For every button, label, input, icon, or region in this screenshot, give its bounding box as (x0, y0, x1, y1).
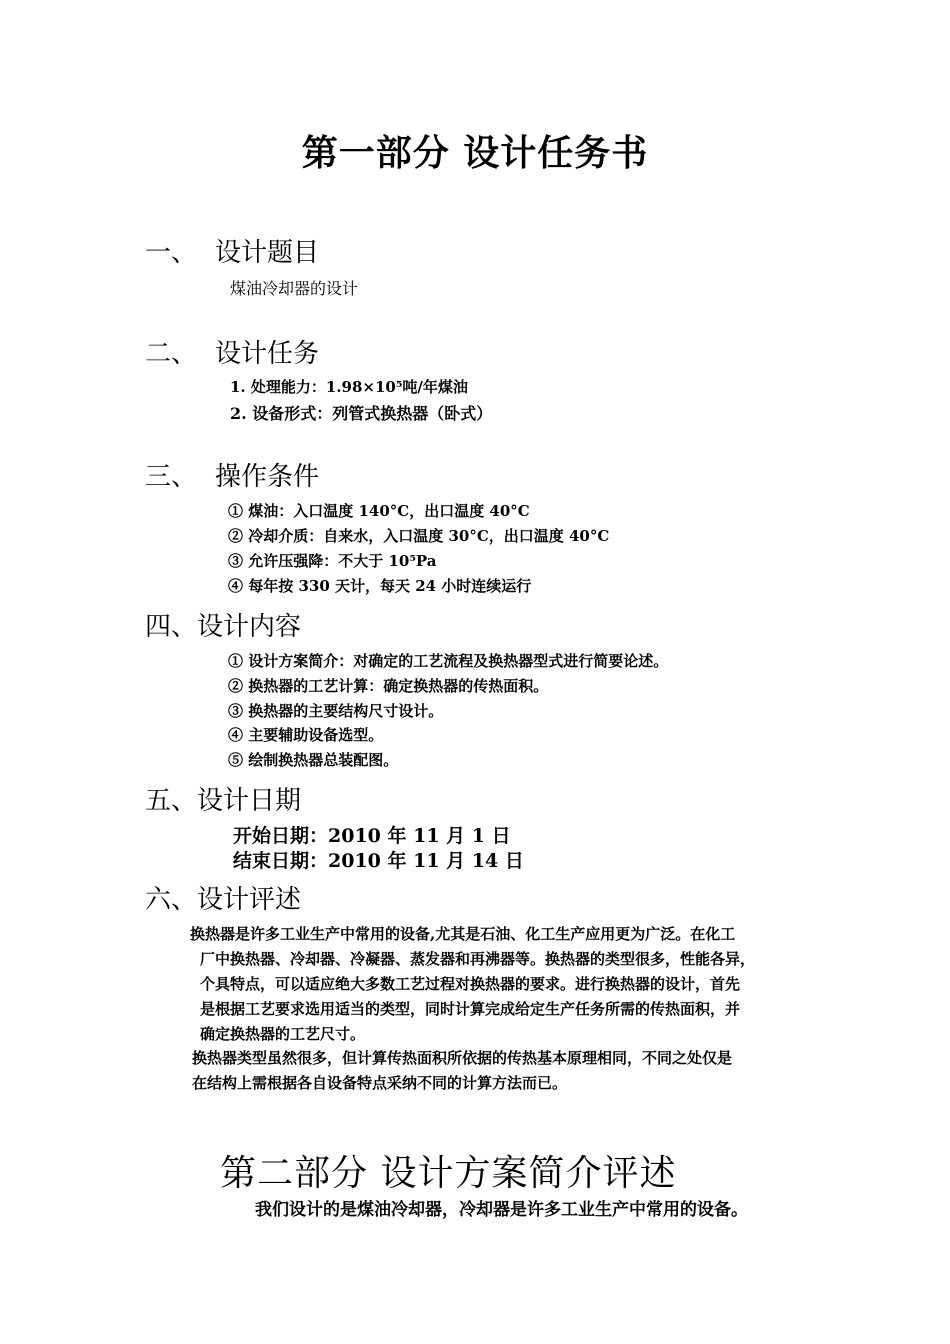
section4-heading: 四、设计内容 (145, 612, 302, 642)
section2-title: 设计任务 (215, 339, 320, 369)
section2-heading (145, 333, 319, 370)
section2-item: 1. 处理能力：1.98×10⁵吨/年煤油 (230, 378, 468, 396)
review-paragraph-line: 个具特点，可以适应绝大多数工艺过程对换热器的要求。进行换热器的设计，首先 (200, 975, 741, 993)
section3-heading (145, 456, 319, 493)
section1-number: 一、 (145, 238, 198, 268)
section3-number: 三、 (145, 462, 198, 492)
section2-number: 二、 (145, 339, 198, 369)
review-paragraph-line: 换热器是许多工业生产中常用的设备,尤其是石油、化工生产应用更为广泛。在化工 (190, 925, 736, 943)
start-date: 开始日期：2010 年 11 月 1 日 (233, 825, 511, 847)
section5-heading: 五、设计日期 (145, 786, 302, 816)
section4-item: ① 设计方案简介：对确定的工艺流程及换热器型式进行简要论述。 (228, 652, 669, 670)
review-paragraph-line: 是根据工艺要求选用适当的类型，同时计算完成给定生产任务所需的传热面积，并 (200, 1000, 741, 1018)
section3-item: ① 煤油：入口温度 140°C，出口温度 40°C (228, 502, 530, 520)
review-paragraph-line: 换热器类型虽然很多，但计算传热面积所依据的传热基本原理相同，不同之处仅是 (192, 1049, 733, 1067)
section4-item: ③ 换热器的主要结构尺寸设计。 (228, 702, 444, 720)
section4-item: ④ 主要辅助设备选型。 (228, 726, 384, 744)
section3-title: 操作条件 (215, 462, 320, 492)
section6-heading: 六、设计评述 (145, 885, 302, 915)
review-paragraph-line: 在结构上需根据各自设备特点采纳不同的计算方法而已。 (192, 1074, 568, 1092)
part2-title: 第二部分 设计方案简介评述 (220, 1153, 677, 1194)
section4-item: ⑤ 绘制换热器总装配图。 (228, 751, 399, 769)
section1-heading (145, 232, 319, 269)
end-date: 结束日期：2010 年 11 月 14 日 (233, 850, 524, 872)
part2-intro: 我们设计的是煤油冷却器，冷却器是许多工业生产中常用的设备。 (255, 1200, 748, 1220)
section3-item: ② 冷却介质：自来水，入口温度 30°C，出口温度 40°C (228, 527, 610, 545)
section4-item: ② 换热器的工艺计算：确定换热器的传热面积。 (228, 677, 549, 695)
review-paragraph-line: 厂中换热器、冷却器、冷凝器、蒸发器和再沸器等。换热器的类型很多，性能各异， (200, 950, 756, 968)
part1-title: 第一部分 设计任务书 (301, 132, 649, 174)
section3-item: ④ 每年按 330 天计，每天 24 小时连续运行 (228, 577, 532, 595)
section1-content: 煤油冷却器的设计 (230, 279, 359, 298)
section1-title: 设计题目 (215, 238, 320, 268)
review-paragraph-line: 确定换热器的工艺尺寸。 (200, 1025, 366, 1043)
section3-item: ③ 允许压强降：不大于 10⁵Pa (228, 552, 437, 570)
section2-item: 2. 设备形式：列管式换热器（卧式） (230, 404, 493, 423)
